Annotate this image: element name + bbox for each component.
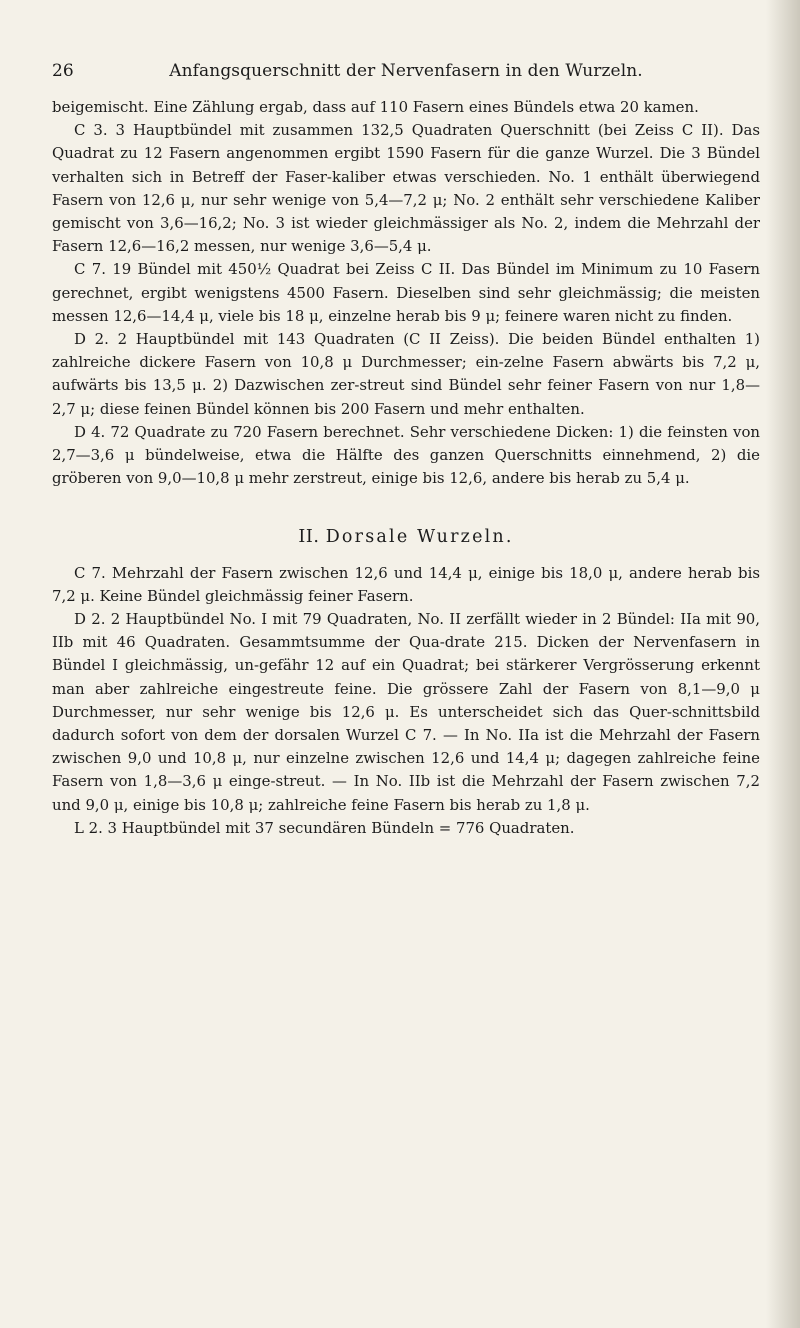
page-header: [52, 58, 760, 84]
page-edge-shadow: [766, 0, 800, 1328]
page-number: 26: [52, 61, 74, 81]
running-head: Anfangsquerschnitt der Nervenfasern in den Wurzeln.: [169, 61, 643, 81]
page-body: [52, 96, 760, 840]
section-heading: [52, 526, 760, 549]
section-numeral: II.: [298, 527, 320, 548]
section-title-text: Dorsale Wurzeln.: [325, 527, 514, 548]
paragraph-d2: D 2. 2 Hauptbündel mit 143 Quadraten (C II Zeiss). Die beiden Bündel enthalten 1) zahlreiche dickere Fasern von 10,8 μ Durchmesser; ein-zelne Fasern abwärts bis 7,2 μ, aufwärts bis 13,5 μ. 2) Dazwischen zer-streut sind Bündel sehr feiner Fasern von nur 1,8—2,7 μ; diese feinen Bündel können bis 200 Fasern und mehr enthalten.: [52, 330, 760, 418]
paragraph-dorsal-c7: C 7. Mehrzahl der Fasern zwischen 12,6 und 14,4 μ, einige bis 18,0 μ, andere herab bis 7,2 μ. Keine Bündel gleichmässig feiner Fasern.: [52, 563, 760, 605]
paragraph-dorsal-l2: L 2. 3 Hauptbündel mit 37 secundären Bündeln = 776 Quadraten.: [74, 818, 575, 837]
paragraph-continuation: beigemischt. Eine Zählung ergab, dass auf 110 Fasern eines Bündels etwa 20 kamen.: [52, 98, 699, 116]
paragraph-dorsal-d2: D 2. 2 Hauptbündel No. I mit 79 Quadraten, No. II zerfällt wieder in 2 Bündel: IIa mit 90, IIb mit 46 Quadraten. Gesammtsumme der Qua-drate 215. Dicken der Nervenfasern in Bündel I gleichmässig, un-gefähr 12 auf ein Quadrat; bei stärkerer Vergrösserung erkennt man aber zahlreiche eingestreute feine. Die grössere Zahl der Fasern von 8,1—9,0 μ Durchmesser, nur sehr wenige bis 12,6 μ. Es unterscheidet sich das Quer-schnittsbild dadurch sofort von dem der dorsalen Wurzel C 7. — In No. IIa ist die Mehrzahl der Fasern zwischen 9,0 und 10,8 μ, nur einzelne zwischen 12,6 und 14,4 μ; dagegen zahlreiche feine Fasern von 1,8—3,6 μ einge-streut. — In No. IIb ist die Mehrzahl der Fasern zwischen 7,2 und 9,0 μ, einige bis 10,8 μ; zahlreiche feine Fasern bis herab zu 1,8 μ.: [52, 610, 760, 814]
paragraph-c3: C 3. 3 Hauptbündel mit zusammen 132,5 Quadraten Querschnitt (bei Zeiss C II). Das Quadrat zu 12 Fasern angenommen ergibt 1590 Fasern für die ganze Wurzel. Die 3 Bündel verhalten sich in Betreff der Faser-kaliber etwas verschieden. No. 1 enthält überwiegend Fasern von 12,6 μ, nur sehr wenige von 5,4—7,2 μ; No. 2 enthält sehr verschiedene Kaliber gemischt von 3,6—16,2; No. 3 ist wieder gleichmässiger als No. 2, indem die Mehrzahl der Fasern 12,6—16,2 messen, nur wenige 3,6—5,4 μ.: [52, 121, 760, 256]
paragraph-d4: D 4. 72 Quadrate zu 720 Fasern berechnet. Sehr verschiedene Dicken: 1) die feinsten von 2,7—3,6 μ bündelweise, etwa die Hälfte des ganzen Querschnitts einnehmend, 2) die gröberen von 9,0—10,8 μ mehr zerstreut, einige bis 12,6, andere bis herab zu 5,4 μ.: [52, 422, 760, 488]
paragraph-c7: C 7. 19 Bündel mit 450½ Quadrat bei Zeiss C II. Das Bündel im Minimum zu 10 Fasern gerechnet, ergibt wenigstens 4500 Fasern. Dieselben sind sehr gleichmässig; die meisten messen 12,6—14,4 μ, viele bis 18 μ, einzelne herab bis 9 μ; feinere waren nicht zu finden.: [52, 260, 760, 325]
